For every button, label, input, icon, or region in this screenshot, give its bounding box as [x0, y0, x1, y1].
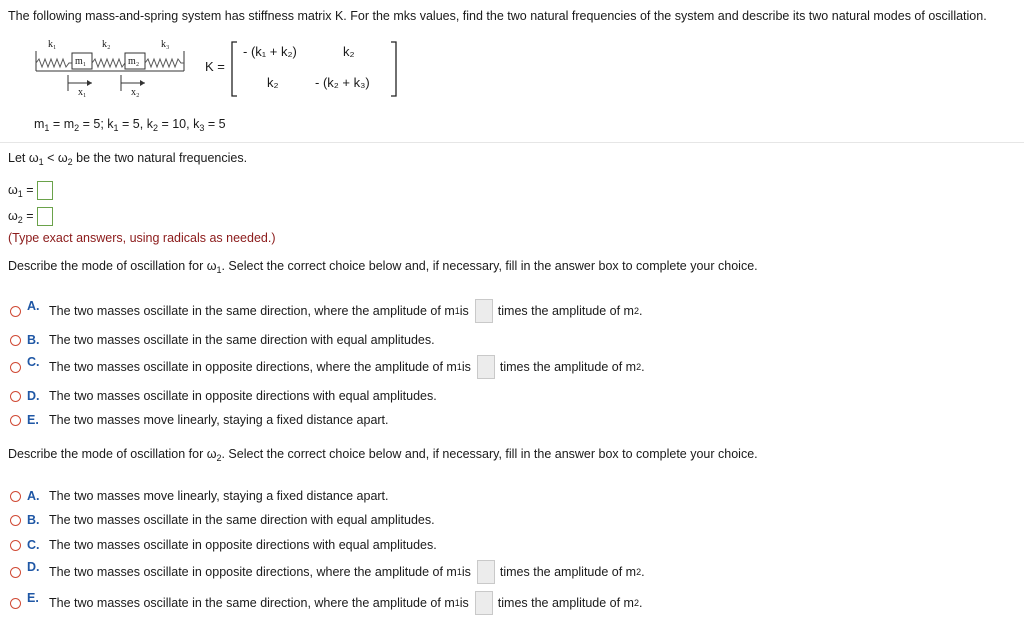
matrix-a11: - (k₁ + k₂) — [243, 44, 297, 59]
left-bracket — [232, 42, 237, 96]
radio-icon[interactable] — [10, 362, 21, 373]
problem-statement: The following mass-and-spring system has stiffness matrix K. For the mks values, find the two natural frequencies of the system and describe its two natural modes of oscillation. — [8, 9, 987, 23]
radio-icon[interactable] — [10, 540, 21, 551]
q1-option-a[interactable]: A. The two masses oscillate in the same direction, where the amplitude of m 1 is times the amplitude of m 2 . — [10, 301, 642, 321]
matrix-a21: k₂ — [267, 75, 279, 90]
radio-icon[interactable] — [10, 598, 21, 609]
k2-label: k₂ — [102, 39, 111, 50]
q1-option-c[interactable]: C. The two masses oscillate in opposite directions, where the amplitude of m 1 is times the amplitude of m 2 . — [10, 357, 645, 377]
q1-option-d[interactable]: D. The two masses oscillate in opposite directions with equal amplitudes. — [10, 386, 437, 406]
omega2-answer-input[interactable] — [37, 207, 53, 226]
separator — [0, 142, 1024, 143]
radio-icon[interactable] — [10, 491, 21, 502]
stiffness-matrix — [205, 38, 405, 102]
k1-label: k₁ — [48, 39, 57, 50]
mass-spring-diagram — [34, 37, 194, 101]
matrix-a12: k₂ — [343, 44, 355, 59]
q1-option-c-answer-box[interactable] — [477, 355, 495, 379]
x2-label: x₂ — [131, 87, 140, 98]
omega2-row: $\omega_2$ = — [8, 207, 53, 227]
omega1-label: ω — [8, 182, 18, 197]
q1-option-b[interactable]: B. The two masses oscillate in the same direction with equal amplitudes. — [10, 330, 435, 350]
radio-icon[interactable] — [10, 306, 21, 317]
m2-label: m₂ — [128, 56, 140, 67]
q2-option-b[interactable]: B. The two masses oscillate in the same direction with equal amplitudes. — [10, 510, 435, 530]
q2-option-e-answer-box[interactable] — [475, 591, 493, 615]
q2-option-d[interactable]: D. The two masses oscillate in opposite directions, where the amplitude of m 1 is times the amplitude of m 2 . — [10, 562, 645, 582]
omega1-answer-input[interactable] — [37, 181, 53, 200]
q1-option-e[interactable]: E. The two masses move linearly, staying a fixed distance apart. — [10, 410, 389, 430]
radio-icon[interactable] — [10, 335, 21, 346]
q2-option-a[interactable]: A. The two masses move linearly, staying a fixed distance apart. — [10, 486, 389, 506]
omega1-row: $\omega_1$ = — [8, 181, 53, 201]
q2-option-d-answer-box[interactable] — [477, 560, 495, 584]
q2-option-c[interactable]: C. The two masses oscillate in opposite directions with equal amplitudes. — [10, 535, 437, 555]
radio-icon[interactable] — [10, 391, 21, 402]
radio-icon[interactable] — [10, 567, 21, 578]
spring-3-icon — [145, 59, 184, 67]
matrix-a22: - (k₂ + k₃) — [315, 75, 370, 90]
k3-label: k₃ — [161, 39, 170, 50]
question-2-prompt: Describe the mode of oscillation for $\omega_2$. Select the correct choice below and, if necessary, fill in the answer box to complete your choice. — [8, 447, 758, 463]
question-1-prompt: Describe the mode of oscillation for $\omega_1$. Select the correct choice below and, if necessary, fill in the answer box to complete your choice. — [8, 259, 758, 275]
answer-hint: (Type exact answers, using radicals as needed.) — [8, 231, 276, 245]
spring-2-icon — [92, 59, 125, 67]
m1-label: m₁ — [75, 56, 87, 67]
omega2-label: ω — [8, 208, 18, 223]
right-bracket — [391, 42, 396, 96]
parameter-values: $m_1 = m_2 = 5$; $k_1 = 5$, $k_2 = 10$, $k_3 = 5$ — [34, 117, 226, 133]
radio-icon[interactable] — [10, 515, 21, 526]
radio-icon[interactable] — [10, 415, 21, 426]
q1-option-a-answer-box[interactable] — [475, 299, 493, 323]
q2-option-e[interactable]: E. The two masses oscillate in the same direction, where the amplitude of m 1 is times the amplitude of m 2 . — [10, 593, 642, 613]
spring-1-icon — [36, 59, 72, 67]
let-statement: Let $\omega_1 < \omega_2$ be the two natural frequencies. — [8, 151, 248, 167]
matrix-label: K = — [205, 59, 225, 74]
x1-label: x₁ — [78, 87, 87, 98]
